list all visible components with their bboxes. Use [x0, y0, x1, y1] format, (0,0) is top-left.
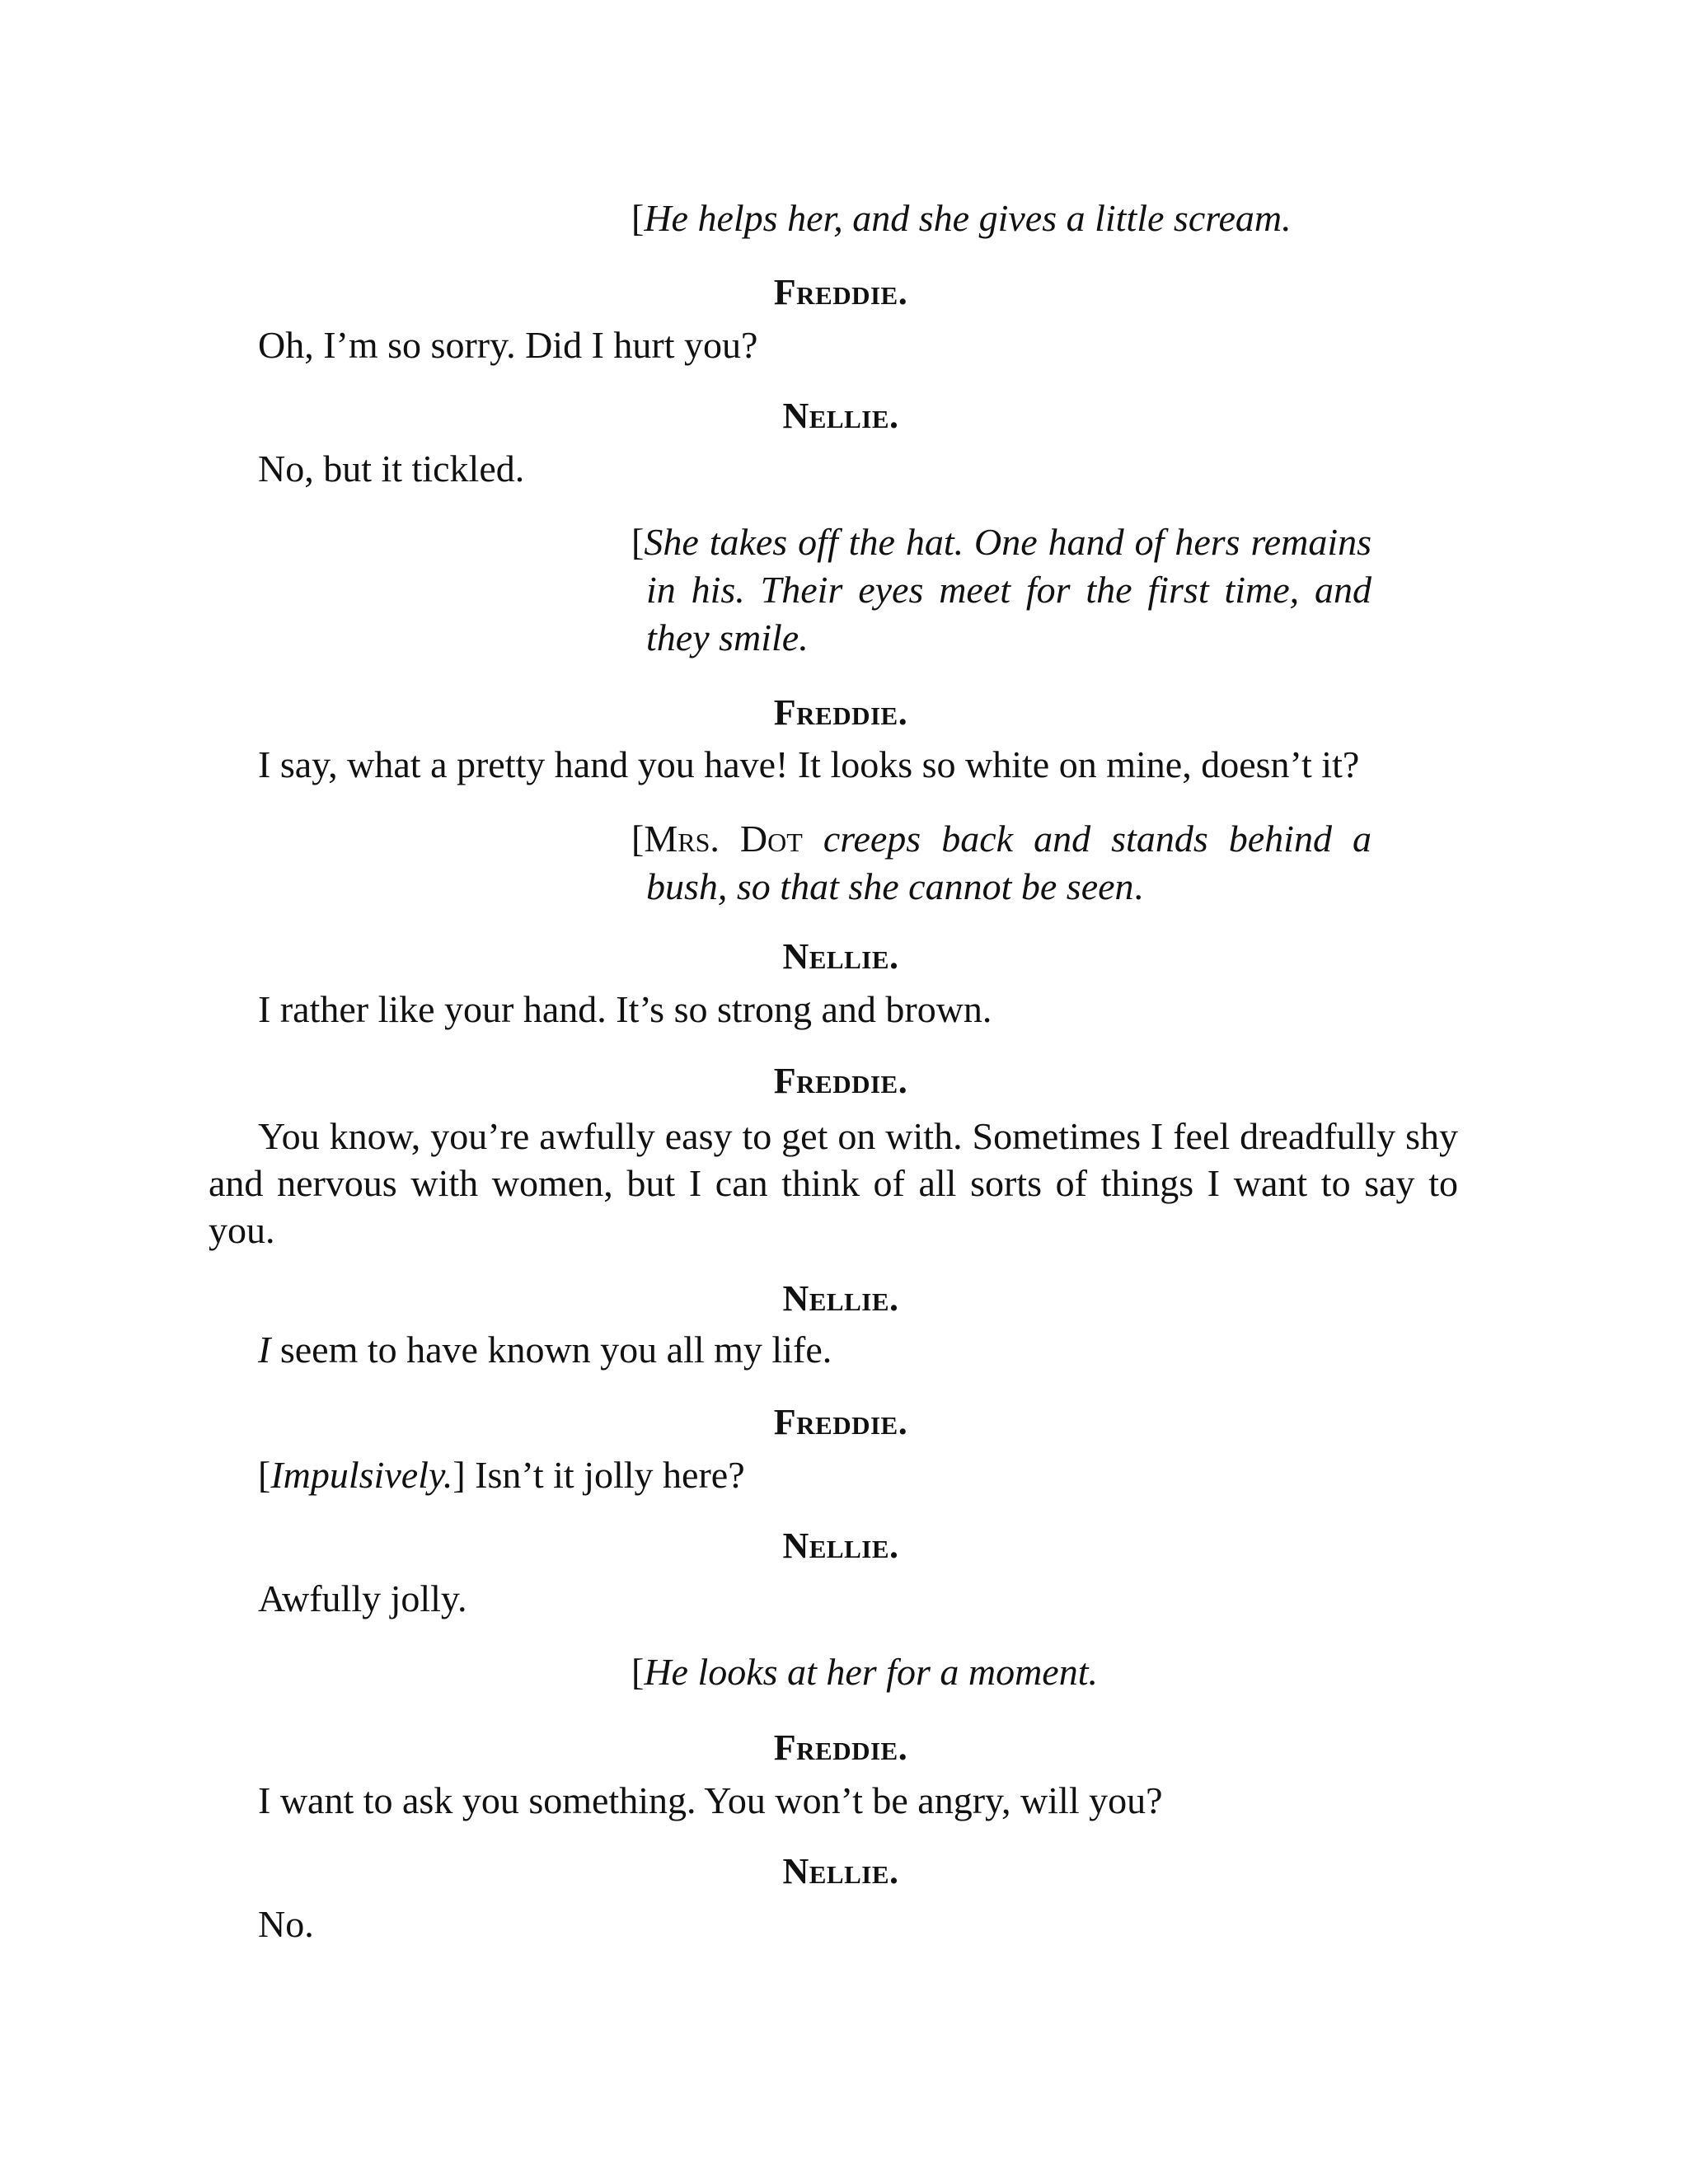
stage-direction: [He helps her, and she gives a little scream. — [631, 197, 1292, 239]
dialogue-paragraph: You know, you’re awfully easy to get on with. Sometimes I feel dreadfully shy and nervous with women, but I can think of all sorts of things I want to say to you. — [209, 1115, 1458, 1251]
dialogue-line: No. — [258, 1903, 314, 1945]
speaker-name: Nellie. — [782, 936, 899, 977]
dialogue-line: I seem to have known you all my life. — [258, 1329, 832, 1371]
speaker-name: Freddie. — [773, 1402, 908, 1442]
stage-direction: [She takes off the hat. One hand of hers remains in his. Their eyes meet for the first time, and they smile. — [631, 521, 1372, 658]
speaker-name: Nellie. — [782, 1526, 899, 1566]
speaker-name: Nellie. — [782, 1851, 899, 1891]
dialogue-line: Awfully jolly. — [258, 1577, 467, 1619]
speaker-name: Nellie. — [782, 1278, 899, 1319]
stage-direction: [Mrs. Dot creeps back and stands behind a bush, so that she cannot be seen. — [631, 818, 1372, 907]
speaker-name: Freddie. — [773, 692, 908, 733]
dialogue-line: No, but it tickled. — [258, 448, 525, 490]
dialogue-line: [Impulsively.] Isn’t it jolly here? — [258, 1454, 745, 1496]
stage-direction: [He looks at her for a moment. — [631, 1651, 1098, 1693]
dialogue-line: I say, what a pretty hand you have! It looks so white on mine, doesn’t it? — [258, 743, 1360, 785]
dialogue-line: I rather like your hand. It’s so strong and brown. — [258, 988, 992, 1030]
dialogue-line: I want to ask you something. You won’t be angry, will you? — [258, 1779, 1163, 1821]
dialogue-line: Oh, I’m so sorry. Did I hurt you? — [258, 324, 758, 366]
speaker-name: Freddie. — [773, 272, 908, 312]
speaker-name: Nellie. — [782, 396, 899, 436]
speaker-name: Freddie. — [773, 1061, 908, 1101]
speaker-name: Freddie. — [773, 1727, 908, 1768]
